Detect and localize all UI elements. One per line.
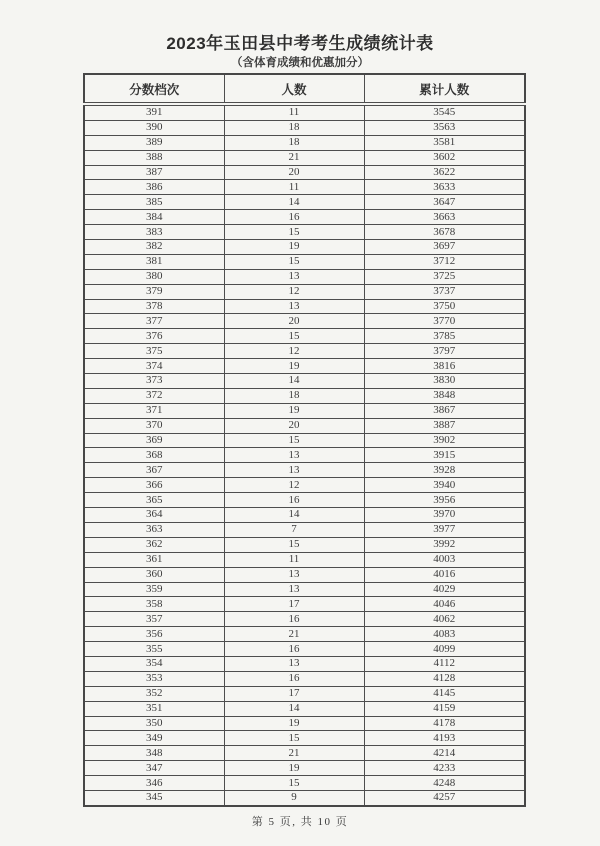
- table-row: [84, 135, 525, 150]
- table-header-row: [84, 74, 525, 104]
- table-row: [84, 284, 525, 299]
- cumulative-count-cell: 3750: [364, 299, 525, 314]
- cumulative-count-cell: 3970: [364, 508, 525, 523]
- cumulative-count-cell: 3785: [364, 329, 525, 344]
- table-row: [84, 463, 525, 478]
- table-row: [84, 314, 525, 329]
- cumulative-count-cell: 3867: [364, 403, 525, 418]
- cumulative-count-cell: 4257: [364, 790, 525, 805]
- cumulative-count-cell: 3915: [364, 448, 525, 463]
- count-cell: 19: [224, 403, 364, 418]
- score-level-cell: 345: [84, 790, 224, 805]
- cumulative-count-cell: 4016: [364, 567, 525, 582]
- score-level-cell: 373: [84, 374, 224, 389]
- count-cell: 15: [224, 776, 364, 791]
- count-cell: 21: [224, 627, 364, 642]
- cumulative-count-cell: 4128: [364, 671, 525, 686]
- count-cell: 13: [224, 269, 364, 284]
- score-level-cell: 348: [84, 746, 224, 761]
- score-level-cell: 358: [84, 597, 224, 612]
- count-cell: 19: [224, 240, 364, 255]
- score-level-cell: 363: [84, 522, 224, 537]
- cumulative-count-cell: 3902: [364, 433, 525, 448]
- score-level-cell: 352: [84, 686, 224, 701]
- table-row: [84, 418, 525, 433]
- cumulative-count-cell: 4193: [364, 731, 525, 746]
- table-row: [84, 269, 525, 284]
- count-cell: 20: [224, 165, 364, 180]
- table-row: [84, 746, 525, 761]
- score-level-cell: 368: [84, 448, 224, 463]
- score-level-cell: 389: [84, 135, 224, 150]
- score-level-cell: 366: [84, 478, 224, 493]
- score-level-cell: 380: [84, 269, 224, 284]
- cumulative-count-cell: 3848: [364, 388, 525, 403]
- page-title: 2023年玉田县中考考生成绩统计表: [166, 34, 434, 53]
- score-level-cell: 369: [84, 433, 224, 448]
- score-level-cell: 356: [84, 627, 224, 642]
- count-cell: 21: [224, 150, 364, 165]
- count-cell: 12: [224, 284, 364, 299]
- cumulative-count-cell: 3992: [364, 537, 525, 552]
- table-body: [84, 104, 525, 806]
- table-row: [84, 403, 525, 418]
- score-level-cell: 367: [84, 463, 224, 478]
- cumulative-count-cell: 3712: [364, 254, 525, 269]
- table-row: [84, 210, 525, 225]
- count-cell: 12: [224, 344, 364, 359]
- count-cell: 7: [224, 522, 364, 537]
- cumulative-count-cell: 4046: [364, 597, 525, 612]
- score-statistics-table: [83, 73, 526, 807]
- score-level-cell: 385: [84, 195, 224, 210]
- table-row: [84, 612, 525, 627]
- count-cell: 14: [224, 701, 364, 716]
- score-level-cell: 359: [84, 582, 224, 597]
- cumulative-count-cell: 3545: [364, 104, 525, 120]
- table-row: [84, 180, 525, 195]
- score-level-cell: 390: [84, 120, 224, 135]
- count-cell: 16: [224, 493, 364, 508]
- table-row: [84, 195, 525, 210]
- table-row: [84, 433, 525, 448]
- count-cell: 11: [224, 180, 364, 195]
- cumulative-count-cell: 3797: [364, 344, 525, 359]
- table-row: [84, 656, 525, 671]
- count-cell: 16: [224, 612, 364, 627]
- table-row: [84, 627, 525, 642]
- score-level-cell: 349: [84, 731, 224, 746]
- table-row: [84, 120, 525, 135]
- count-cell: 13: [224, 656, 364, 671]
- column-header-count: 人数: [224, 74, 364, 104]
- count-cell: 17: [224, 597, 364, 612]
- column-header-score-level: 分数档次: [84, 74, 224, 104]
- score-level-cell: 376: [84, 329, 224, 344]
- score-level-cell: 360: [84, 567, 224, 582]
- cumulative-count-cell: 3647: [364, 195, 525, 210]
- score-level-cell: 379: [84, 284, 224, 299]
- cumulative-count-cell: 4112: [364, 656, 525, 671]
- table-row: [84, 254, 525, 269]
- cumulative-count-cell: 3563: [364, 120, 525, 135]
- count-cell: 14: [224, 508, 364, 523]
- table-row: [84, 240, 525, 255]
- cumulative-count-cell: 3581: [364, 135, 525, 150]
- cumulative-count-cell: 4062: [364, 612, 525, 627]
- table-row: [84, 344, 525, 359]
- count-cell: 19: [224, 761, 364, 776]
- count-cell: 13: [224, 448, 364, 463]
- score-level-cell: 351: [84, 701, 224, 716]
- count-cell: 14: [224, 374, 364, 389]
- score-level-cell: 370: [84, 418, 224, 433]
- cumulative-count-cell: 3940: [364, 478, 525, 493]
- table-row: [84, 642, 525, 657]
- table-row: [84, 165, 525, 180]
- count-cell: 16: [224, 642, 364, 657]
- cumulative-count-cell: 3622: [364, 165, 525, 180]
- table-row: [84, 567, 525, 582]
- table-row: [84, 508, 525, 523]
- score-level-cell: 347: [84, 761, 224, 776]
- score-level-cell: 374: [84, 359, 224, 374]
- count-cell: 18: [224, 135, 364, 150]
- table-row: [84, 359, 525, 374]
- score-level-cell: 377: [84, 314, 224, 329]
- count-cell: 21: [224, 746, 364, 761]
- table-row: [84, 329, 525, 344]
- count-cell: 11: [224, 104, 364, 120]
- count-cell: 15: [224, 537, 364, 552]
- count-cell: 18: [224, 388, 364, 403]
- cumulative-count-cell: 3887: [364, 418, 525, 433]
- cumulative-count-cell: 3663: [364, 210, 525, 225]
- score-level-cell: 381: [84, 254, 224, 269]
- score-level-cell: 387: [84, 165, 224, 180]
- score-level-cell: 384: [84, 210, 224, 225]
- table-row: [84, 104, 525, 120]
- page-number: 第 5 页, 共 10 页: [251, 816, 349, 828]
- cumulative-count-cell: 4233: [364, 761, 525, 776]
- table-row: [84, 225, 525, 240]
- cumulative-count-cell: 4099: [364, 642, 525, 657]
- score-level-cell: 362: [84, 537, 224, 552]
- score-level-cell: 388: [84, 150, 224, 165]
- count-cell: 19: [224, 359, 364, 374]
- table-row: [84, 150, 525, 165]
- count-cell: 14: [224, 195, 364, 210]
- cumulative-count-cell: 3602: [364, 150, 525, 165]
- page-subtitle: （含体育成绩和优惠加分）: [231, 57, 369, 69]
- cumulative-count-cell: 4178: [364, 716, 525, 731]
- count-cell: 15: [224, 329, 364, 344]
- score-level-cell: 386: [84, 180, 224, 195]
- table-row: [84, 716, 525, 731]
- cumulative-count-cell: 4145: [364, 686, 525, 701]
- score-level-cell: 346: [84, 776, 224, 791]
- score-level-cell: 383: [84, 225, 224, 240]
- count-cell: 13: [224, 582, 364, 597]
- table-row: [84, 299, 525, 314]
- table-row: [84, 731, 525, 746]
- table-row: [84, 776, 525, 791]
- score-level-cell: 361: [84, 552, 224, 567]
- score-level-cell: 353: [84, 671, 224, 686]
- count-cell: 18: [224, 120, 364, 135]
- score-level-cell: 350: [84, 716, 224, 731]
- count-cell: 13: [224, 463, 364, 478]
- count-cell: 12: [224, 478, 364, 493]
- count-cell: 15: [224, 254, 364, 269]
- score-level-cell: 378: [84, 299, 224, 314]
- table-row: [84, 374, 525, 389]
- table-row: [84, 686, 525, 701]
- cumulative-count-cell: 4003: [364, 552, 525, 567]
- table-row: [84, 790, 525, 805]
- cumulative-count-cell: 3633: [364, 180, 525, 195]
- count-cell: 16: [224, 671, 364, 686]
- cumulative-count-cell: 4159: [364, 701, 525, 716]
- table-row: [84, 582, 525, 597]
- table-row: [84, 552, 525, 567]
- table-row: [84, 478, 525, 493]
- cumulative-count-cell: 3737: [364, 284, 525, 299]
- count-cell: 15: [224, 225, 364, 240]
- table-row: [84, 388, 525, 403]
- score-level-cell: 364: [84, 508, 224, 523]
- cumulative-count-cell: 3956: [364, 493, 525, 508]
- cumulative-count-cell: 3725: [364, 269, 525, 284]
- cumulative-count-cell: 3770: [364, 314, 525, 329]
- cumulative-count-cell: 3977: [364, 522, 525, 537]
- table-row: [84, 448, 525, 463]
- score-level-cell: 372: [84, 388, 224, 403]
- cumulative-count-cell: 3678: [364, 225, 525, 240]
- cumulative-count-cell: 3928: [364, 463, 525, 478]
- score-level-cell: 355: [84, 642, 224, 657]
- score-level-cell: 391: [84, 104, 224, 120]
- table-row: [84, 671, 525, 686]
- score-level-cell: 382: [84, 240, 224, 255]
- count-cell: 20: [224, 314, 364, 329]
- cumulative-count-cell: 3697: [364, 240, 525, 255]
- table-row: [84, 761, 525, 776]
- cumulative-count-cell: 3830: [364, 374, 525, 389]
- count-cell: 9: [224, 790, 364, 805]
- cumulative-count-cell: 4214: [364, 746, 525, 761]
- cumulative-count-cell: 4248: [364, 776, 525, 791]
- cumulative-count-cell: 4083: [364, 627, 525, 642]
- table-row: [84, 493, 525, 508]
- table-row: [84, 597, 525, 612]
- count-cell: 16: [224, 210, 364, 225]
- count-cell: 15: [224, 433, 364, 448]
- table-row: [84, 522, 525, 537]
- column-header-cumulative-count: 累计人数: [364, 74, 525, 104]
- score-level-cell: 354: [84, 656, 224, 671]
- count-cell: 19: [224, 716, 364, 731]
- score-level-cell: 365: [84, 493, 224, 508]
- table-row: [84, 701, 525, 716]
- cumulative-count-cell: 3816: [364, 359, 525, 374]
- count-cell: 13: [224, 299, 364, 314]
- count-cell: 11: [224, 552, 364, 567]
- count-cell: 17: [224, 686, 364, 701]
- score-level-cell: 375: [84, 344, 224, 359]
- cumulative-count-cell: 4029: [364, 582, 525, 597]
- count-cell: 13: [224, 567, 364, 582]
- table-row: [84, 537, 525, 552]
- score-level-cell: 371: [84, 403, 224, 418]
- score-level-cell: 357: [84, 612, 224, 627]
- count-cell: 20: [224, 418, 364, 433]
- count-cell: 15: [224, 731, 364, 746]
